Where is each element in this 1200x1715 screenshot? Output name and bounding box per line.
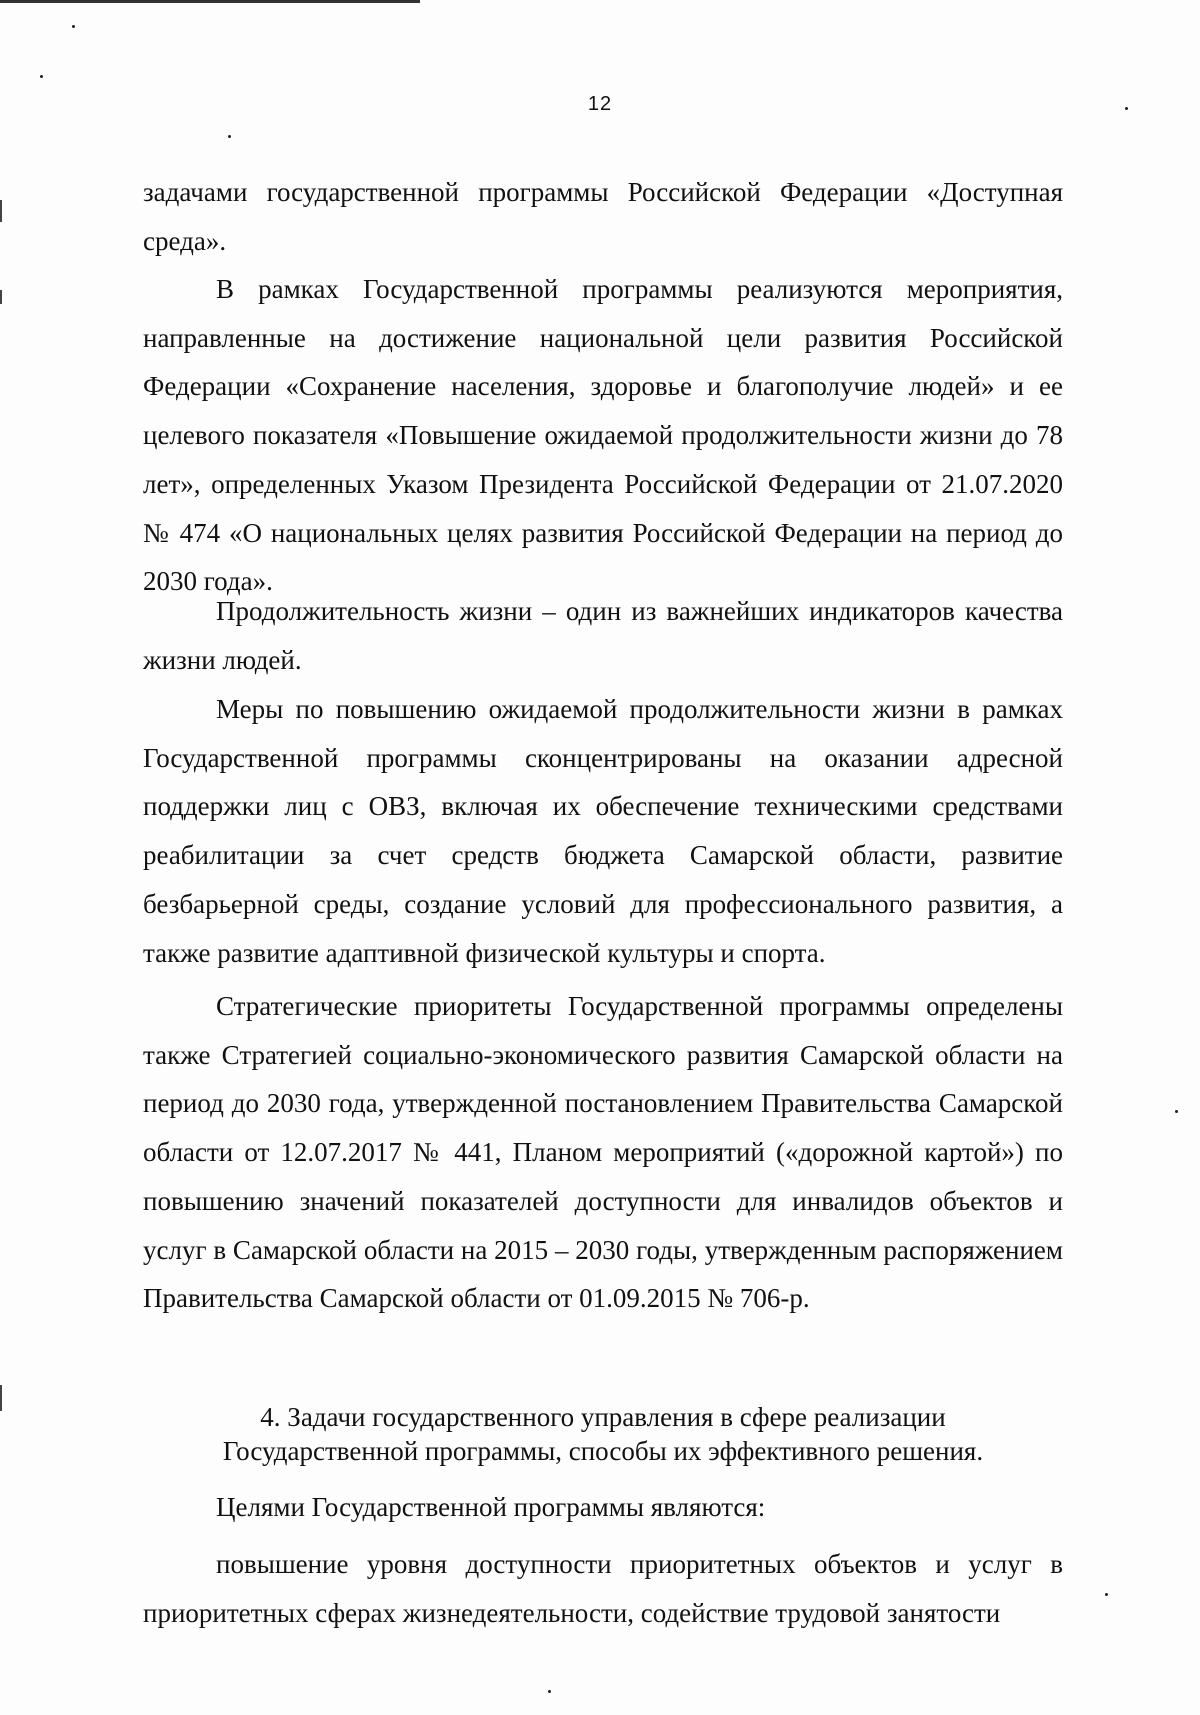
scan-edge-mark	[0, 200, 2, 222]
paragraph-goals-intro: Целями Государственной программы являются:	[216, 1492, 766, 1522]
scan-speck	[548, 1690, 551, 1693]
scan-speck	[1175, 1110, 1178, 1113]
paragraph-program-measures: В рамках Государственной программы реализуются мероприятия, направленные на достижение национальной цели развития Российской Федерации «Сохранение населения, здоровье и благополучие людей» и ее целевого показателя «Повышение ожидаемой продолжительности жизни до 78 лет», определенных Указом Президента Российской Федерации от 21.07.2020 № 474 «О национальных целях развития Российской Федерации на период до 2030 года».	[143, 274, 1063, 597]
page-number: 12	[587, 93, 613, 115]
paragraph-measures: Меры по повышению ожидаемой продолжительности жизни в рамках Государственной программы сконцентрированы на оказании адресной поддержки лиц с ОВЗ, включая их обеспечение техническими средствами реабилитации за счет средств бюджета Самарской области, развитие безбарьерной среды, создание условий для профессионального развития, а также развитие адаптивной физической культуры и спорта.	[143, 694, 1063, 968]
scan-speck	[72, 25, 75, 28]
scan-edge-mark	[0, 290, 2, 304]
scan-speck	[228, 135, 231, 138]
paragraph-strategic-priorities: Стратегические приоритеты Государственной программы определены также Стратегией социально-экономического развития Самарской области на период до 2030 года, утвержденной постановлением Правительства Самарской области от 12.07.2017 № 441, Планом мероприятий («дорожной картой») по повышению значений показателей доступности для инвалидов объектов и услуг в Самарской области на 2015 – 2030 годы, утвержденным распоряжением Правительства Самарской области от 01.09.2015 № 706-р.	[143, 991, 1063, 1314]
scan-top-edge	[0, 0, 420, 3]
paragraph-goals-first: повышение уровня доступности приоритетных объектов и услуг в приоритетных сферах жизнедеятельности, содействие трудовой занятости	[143, 1549, 1063, 1628]
scan-speck	[40, 75, 43, 78]
section-heading-line-2: Государственной программы, способы их эффективного решения.	[222, 1436, 984, 1466]
section-heading-line-1: 4. Задачи государственного управления в сфере реализации	[260, 1402, 946, 1432]
section-heading	[143, 1400, 1063, 1468]
scan-edge-mark	[0, 1385, 2, 1411]
paragraph-life-expectancy: Продолжительность жизни – один из важнейших индикаторов качества жизни людей.	[143, 596, 1063, 675]
scan-speck	[1105, 1593, 1108, 1596]
paragraph-continuation: задачами государственной программы Российской Федерации «Доступная среда».	[143, 177, 1063, 256]
